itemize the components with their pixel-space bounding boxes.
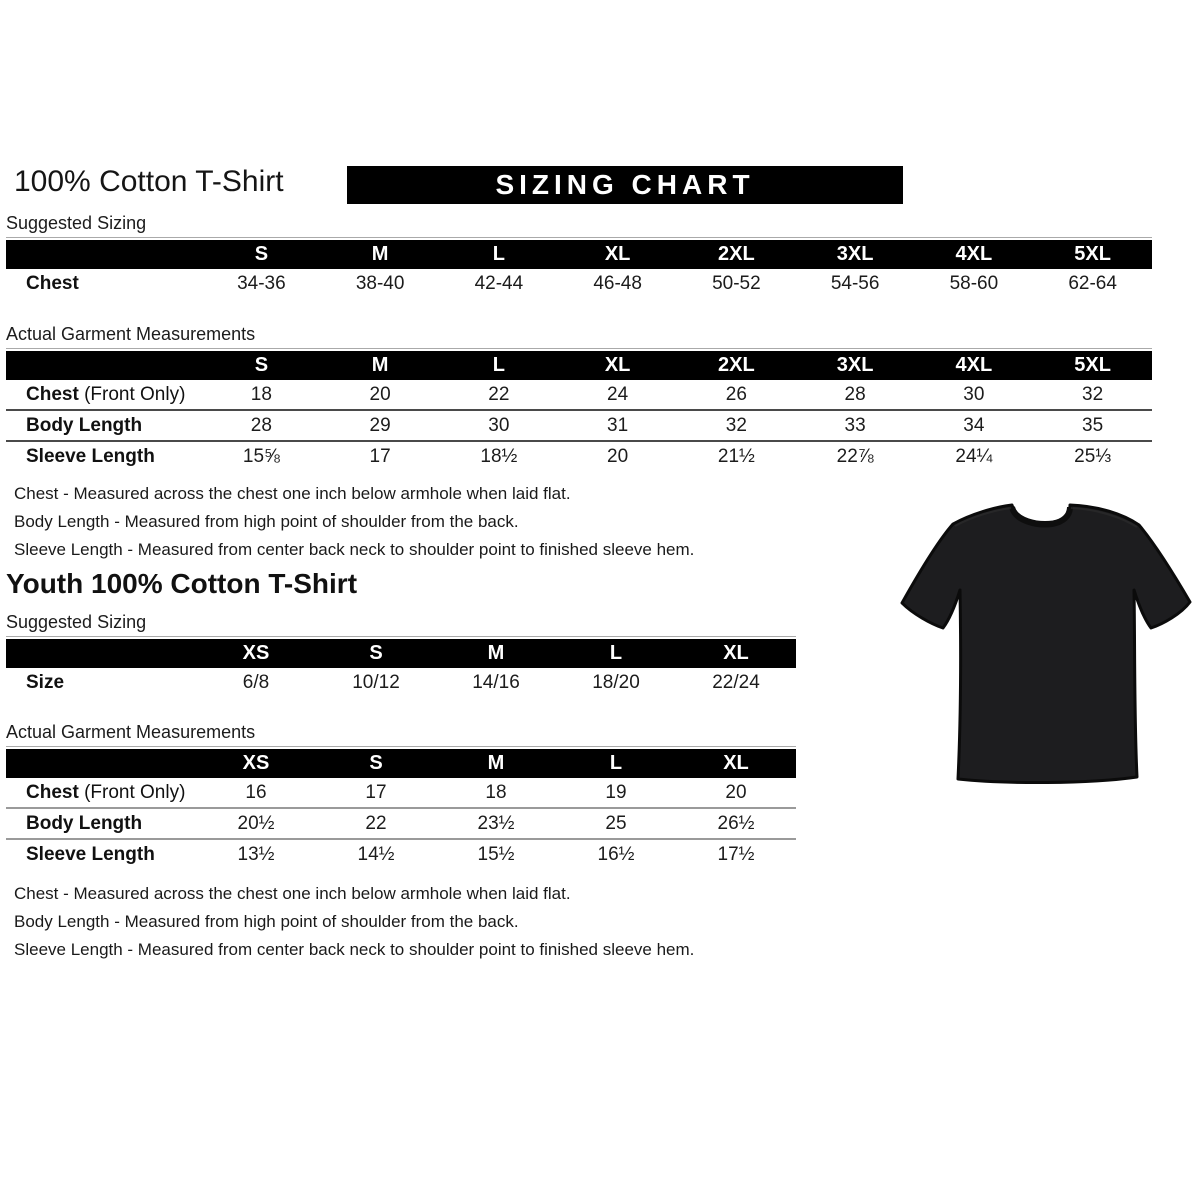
- column-header: XS: [196, 749, 316, 778]
- column-header: S: [202, 240, 321, 269]
- column-header: 5XL: [1033, 240, 1152, 269]
- column-header: 4XL: [915, 240, 1034, 269]
- column-header: L: [440, 240, 559, 269]
- youth-suggested-sizing-table: [6, 639, 796, 697]
- corner-cell: [6, 351, 202, 380]
- row-label: Body Length: [26, 812, 143, 834]
- table-row: [6, 778, 796, 808]
- note-line: Sleeve Length - Measured from center back neck to shoulder point to finished sleeve hem.: [14, 540, 695, 559]
- cell: 15⅝: [242, 445, 280, 467]
- cell: 28: [844, 383, 866, 405]
- column-header: S: [202, 351, 321, 380]
- cell: 50-52: [712, 272, 761, 294]
- cell: 6/8: [242, 671, 270, 693]
- header-row: [0, 165, 1200, 206]
- column-header: M: [436, 749, 556, 778]
- tshirt-image: [893, 474, 1198, 819]
- table-row: [6, 410, 1152, 441]
- cell: 24: [607, 383, 629, 405]
- cell: 20: [369, 383, 391, 405]
- corner-cell: [6, 749, 196, 778]
- row-label: Sleeve Length: [26, 843, 155, 865]
- column-header: S: [316, 639, 436, 668]
- table-header-row: [6, 749, 796, 778]
- cell: 18: [250, 383, 272, 405]
- cell: 42-44: [474, 272, 524, 294]
- column-header: XL: [676, 639, 796, 668]
- corner-cell: [6, 240, 202, 269]
- cell: 32: [725, 414, 747, 436]
- table-header-row: [6, 639, 796, 668]
- cell: 22⅞: [836, 445, 874, 467]
- tshirt-body-shape: [902, 505, 1190, 783]
- cell: 30: [963, 383, 985, 405]
- cell: 17½: [717, 843, 755, 865]
- row-label: Size: [26, 671, 65, 693]
- table-row: [6, 839, 796, 869]
- column-header: S: [316, 749, 436, 778]
- column-header: L: [440, 351, 559, 380]
- column-header: M: [321, 351, 440, 380]
- cell: 23½: [477, 812, 515, 834]
- column-header: 3XL: [796, 351, 915, 380]
- cell: 14½: [357, 843, 395, 865]
- column-header: XL: [676, 749, 796, 778]
- cell: 14/16: [472, 671, 520, 693]
- black-tshirt-graphic: [893, 474, 1198, 819]
- column-header: M: [436, 639, 556, 668]
- corner-cell: [6, 639, 196, 668]
- adult-actual-measurements-label: Actual Garment Measurements: [6, 324, 1152, 349]
- column-header: L: [556, 749, 676, 778]
- column-header: XL: [558, 240, 677, 269]
- column-header: XS: [196, 639, 316, 668]
- cell: 17: [369, 445, 391, 467]
- column-header: 3XL: [796, 240, 915, 269]
- cell: 34: [963, 414, 985, 436]
- table-row: [6, 668, 796, 697]
- cell: 18: [485, 781, 507, 803]
- note-line: Body Length - Measured from high point of shoulder from the back.: [14, 512, 519, 531]
- row-label: Chest (Front Only): [26, 781, 186, 803]
- column-header: XL: [558, 351, 677, 380]
- cell: 18½: [480, 445, 518, 467]
- table-row: [6, 808, 796, 839]
- youth-actual-measurements-table: [6, 749, 796, 869]
- cell: 46-48: [593, 272, 642, 294]
- adult-suggested-sizing-table: [6, 240, 1152, 298]
- table-row: [6, 441, 1152, 471]
- cell: 25⅓: [1074, 445, 1112, 467]
- column-header: M: [321, 240, 440, 269]
- row-label: Chest: [26, 272, 79, 294]
- sizing-chart-banner: [347, 166, 903, 204]
- cell: 20: [607, 445, 629, 467]
- cell: 22: [365, 812, 387, 834]
- table-row: [6, 380, 1152, 410]
- cell: 20½: [237, 812, 275, 834]
- row-label: Chest (Front Only): [26, 383, 186, 405]
- youth-measurement-notes: [14, 884, 1200, 959]
- column-header: 4XL: [915, 351, 1034, 380]
- cell: 18/20: [592, 671, 640, 693]
- note-line: Chest - Measured across the chest one inch below armhole when laid flat.: [14, 884, 571, 903]
- cell: 26½: [717, 812, 755, 834]
- cell: 29: [369, 414, 391, 436]
- cell: 21½: [717, 445, 755, 467]
- note-line: Sleeve Length - Measured from center back neck to shoulder point to finished sleeve hem.: [14, 940, 695, 959]
- row-label: Body Length: [26, 414, 143, 436]
- cell: 15½: [477, 843, 515, 865]
- page-title: 100% Cotton T-Shirt: [14, 165, 284, 198]
- cell: 62-64: [1068, 272, 1117, 294]
- cell: 19: [605, 781, 627, 803]
- adult-actual-measurements-table: [6, 351, 1152, 471]
- cell: 31: [607, 414, 629, 436]
- table-header-row: [6, 240, 1152, 269]
- cell: 25: [605, 812, 627, 834]
- cell: 26: [725, 383, 747, 405]
- table-header-row: [6, 351, 1152, 380]
- cell: 22/24: [712, 671, 760, 693]
- table-row: [6, 269, 1152, 298]
- cell: 16½: [597, 843, 635, 865]
- cell: 54-56: [830, 272, 880, 294]
- cell: 16: [245, 781, 267, 803]
- cell: 33: [844, 414, 866, 436]
- cell: 13½: [237, 843, 275, 865]
- row-label: Sleeve Length: [26, 445, 155, 467]
- cell: 58-60: [949, 272, 999, 294]
- note-line: Chest - Measured across the chest one inch below armhole when laid flat.: [14, 484, 571, 503]
- note-line: Body Length - Measured from high point of shoulder from the back.: [14, 912, 519, 931]
- cell: 30: [488, 414, 510, 436]
- column-header: L: [556, 639, 676, 668]
- cell: 34-36: [237, 272, 286, 294]
- cell: 17: [365, 781, 387, 803]
- cell: 35: [1082, 414, 1104, 436]
- column-header: 2XL: [677, 351, 796, 380]
- adult-suggested-sizing-label: Suggested Sizing: [6, 213, 1152, 238]
- cell: 20: [725, 781, 747, 803]
- column-header: 5XL: [1033, 351, 1152, 380]
- cell: 32: [1082, 383, 1104, 405]
- column-header: 2XL: [677, 240, 796, 269]
- cell: 38-40: [355, 272, 405, 294]
- youth-suggested-sizing-label: Suggested Sizing: [6, 612, 796, 637]
- cell: 22: [488, 383, 510, 405]
- cell: 24¼: [955, 445, 993, 467]
- cell: 10/12: [352, 671, 400, 693]
- youth-actual-measurements-label: Actual Garment Measurements: [6, 722, 796, 747]
- sizing-chart-banner-text: SIZING CHART: [495, 169, 755, 200]
- cell: 28: [250, 414, 272, 436]
- youth-section-title: Youth 100% Cotton T-Shirt: [6, 568, 358, 599]
